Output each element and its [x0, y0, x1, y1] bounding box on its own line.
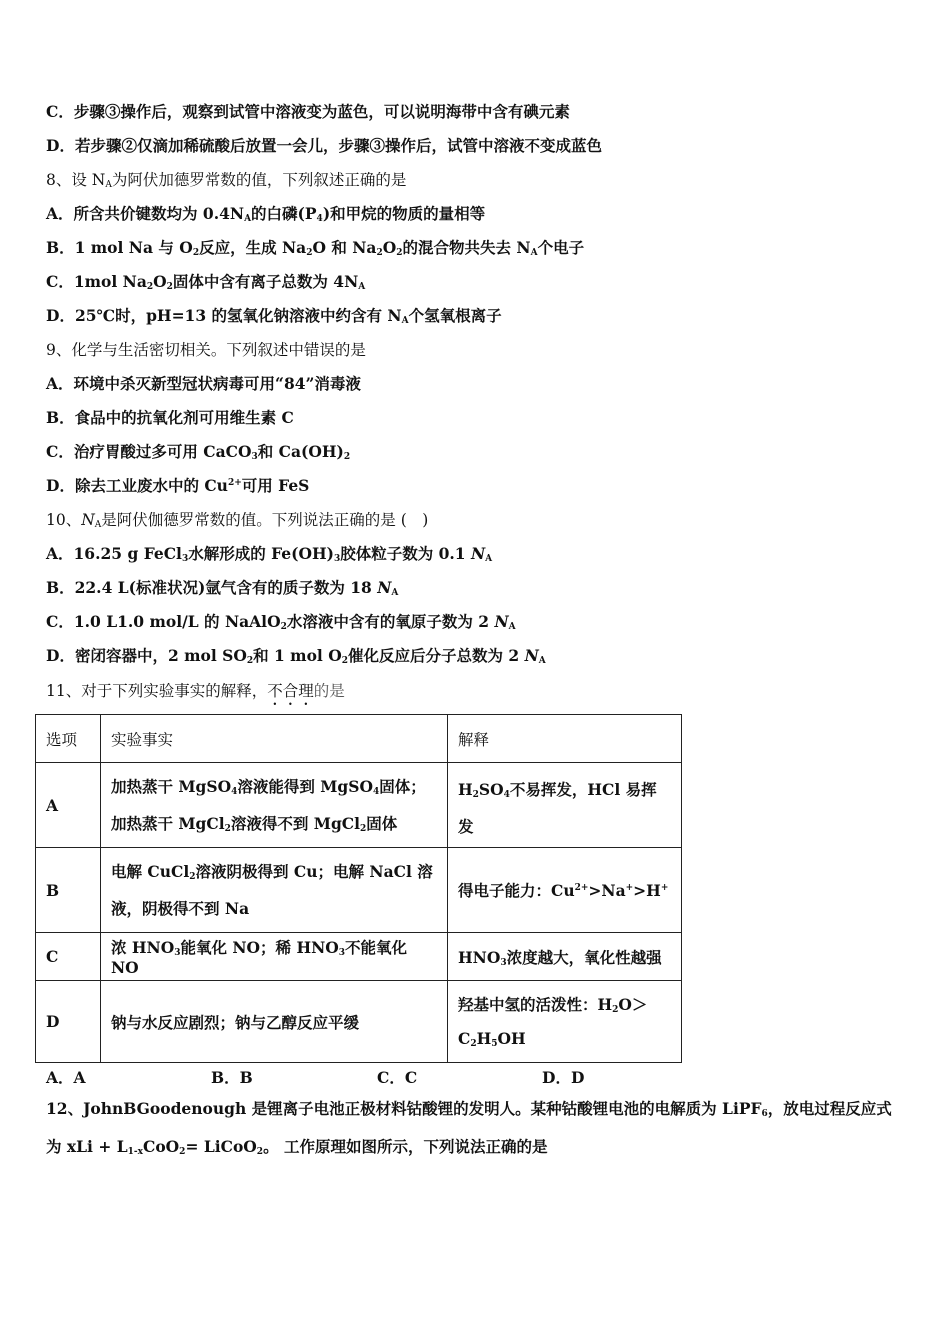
- table-header-row: [36, 715, 682, 763]
- q8-option-a: A．所含共价键数均为 $0.4N_A$的白磷$(P_4)$和甲烷的物质的量相等: [46, 204, 486, 224]
- q11-table: [35, 714, 682, 1063]
- q8-option-b: B．1 mol Na 与 $O_2$反应，生成 $Na_2O$ 和 $Na_2O_2$的混合物共失去 $N_A$个电子: [46, 238, 585, 258]
- choice-b: B．B: [211, 1068, 253, 1087]
- q9-stem: 9、化学与生活密切相关。下列叙述中错误的是: [46, 341, 366, 359]
- q12-stem-line1: 12、JohnBGoodenough 是锂离子电池正极材料钴酸锂的发明人。某种钴酸锂电池的电解质为 LiPF$_6$，放电过程反应式: [46, 1099, 892, 1119]
- row-fact: 电解 CuCl$_2$溶液阴极得到 Cu；电解 NaCl 溶 液，阴极得不到 Na: [101, 848, 448, 933]
- q10-option-a: A．16.25 g FeCl$_3$水解形成的 $Fe(OH)_3$胶体粒子数为 0.1 $N_A$: [46, 544, 493, 564]
- row-explain: $HNO_3$浓度越大，氧化性越强: [448, 933, 682, 981]
- q8-stem: 8、设 $N_A$为阿伏加德罗常数的值，下列叙述正确的是: [46, 171, 407, 190]
- q9-option-d: D．除去工业废水中的 $Cu^{2+}$可用 FeS: [46, 476, 310, 495]
- header-explain: 解释: [448, 715, 682, 763]
- row-fact: 钠与水反应剧烈；钠与乙醇反应平缓: [101, 981, 448, 1063]
- q7-option-c: C．步骤③操作后，观察到试管中溶液变为蓝色，可以说明海带中含有碘元素: [46, 102, 570, 121]
- row-fact: 加热蒸干 MgSO$_4$溶液能得到 MgSO$_4$固体； 加热蒸干 MgCl$_2$溶液得不到 MgCl$_2$固体: [101, 763, 448, 848]
- row-fact: 浓 $HNO_3$能氧化 NO；稀 $HNO_3$不能氧化 NO: [101, 933, 448, 981]
- q10-stem: 10、$N_A$是阿伏伽德罗常数的值。下列说法正确的是 ( ): [46, 511, 429, 530]
- choice-a: A．A: [46, 1068, 86, 1087]
- table-row: [36, 981, 682, 1063]
- header-fact: 实验事实: [101, 715, 448, 763]
- choice-d: D．D: [542, 1068, 585, 1087]
- q8-option-c: C．1mol $Na_2O_2$固体中含有离子总数为 $4N_A$: [46, 272, 366, 292]
- row-option: A: [36, 763, 101, 848]
- row-explain: $H_2SO_4$不易挥发，HCl 易挥发: [448, 763, 682, 848]
- q10-option-b: B．22.4 L(标准状况)氩气含有的质子数为 18 $N_A$: [46, 578, 399, 598]
- row-option: D: [36, 981, 101, 1063]
- q9-option-b: B．食品中的抗氧化剂可用维生素 C: [46, 408, 294, 427]
- row-explain: 羟基中氢的活泼性：$H_2O>$ $C_2H_5OH$: [448, 981, 682, 1063]
- table-row: [36, 763, 682, 848]
- q8-option-d: D．25℃时，pH=13 的氢氧化钠溶液中约含有 $N_A$个氢氧根离子: [46, 306, 502, 326]
- row-option: C: [36, 933, 101, 981]
- table-row: [36, 933, 682, 981]
- table-row: [36, 848, 682, 933]
- q12-stem-line2: 为 xLi + $L_{1-x}CoO_2=$ LiCoO$_2$。 工作原理如图所示，下列说法正确的是: [46, 1137, 548, 1157]
- q10-option-c: C．1.0 L1.0 mol/L 的 NaAlO$_2$水溶液中含有的氧原子数为 2 $N_A$: [46, 612, 516, 632]
- q9-option-a: A．环境中杀灭新型冠状病毒可用“84”消毒液: [46, 374, 361, 393]
- row-option: B: [36, 848, 101, 933]
- q9-option-c: C．治疗胃酸过多可用 CaCO$_3$和 $Ca(OH)_2$: [46, 442, 351, 462]
- q11-stem: 11、对于下列实验事实的解释，不合理的是: [46, 682, 345, 700]
- header-option: 选项: [36, 715, 101, 763]
- choice-c: C．C: [377, 1068, 418, 1087]
- q10-option-d: D．密闭容器中，2 mol $SO_2$和 1 mol $O_2$催化反应后分子总数为 2 $N_A$: [46, 646, 546, 666]
- q11-emphasis: 不合理: [267, 682, 314, 700]
- row-explain: 得电子能力：$Cu^{2+}>Na^+>H^+$: [448, 848, 682, 933]
- q7-option-d: D．若步骤②仅滴加稀硫酸后放置一会儿，步骤③操作后，试管中溶液不变成蓝色: [46, 136, 602, 155]
